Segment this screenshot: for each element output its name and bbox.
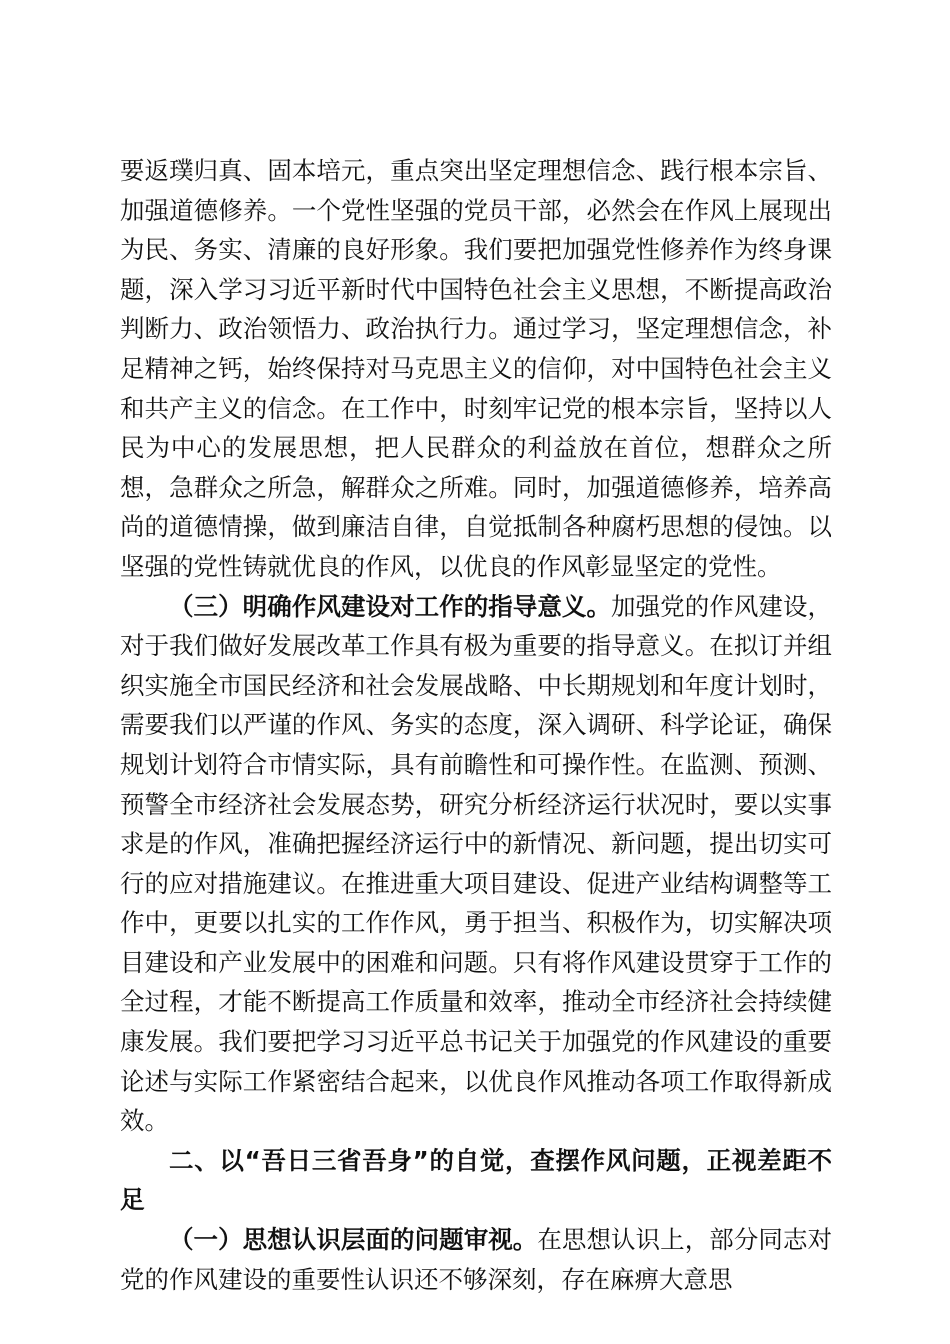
paragraph-text: 加强党的作风建设，对于我们做好发展改革工作具有极为重要的指导意义。在拟订并组织实施全市国民经济和社会发展战略、中长期规划和年度计划时，需要我们以严谨的作风、务实的态度，深入调研、科学论证，确保规划计划符合市情实际，具有前瞻性和可操作性。在监测、预测、预警全市经济社会发展态势，研究分析经济运行状况时，要以实事求是的作风，准确把握经济运行中的新情况、新问题，提出切实可行的应对措施建议。在推进重大项目建设、促进产业结构调整等工作中，更要以扎实的工作作风，勇于担当、积极作为，切实解决项目建设和产业发展中的困难和问题。只有将作风建设贯穿于工作的全过程，才能不断提高工作质量和效率，推动全市经济社会持续健康发展。我们要把学习习近平总书记关于加强党的作风建设的重要论述与实际工作紧密结合起来，以优良作风推动各项工作取得新成效。 <box>120 591 833 1136</box>
sub-heading-ideological-issues: （一）思想认识层面的问题审视。 <box>169 1225 538 1255</box>
paragraph-continued: 要返璞归真、固本培元，重点突出坚定理想信念、践行根本宗旨、加强道德修养。一个党性坚强的党员干部，必然会在作风上展现出为民、务实、清廉的良好形象。我们要把加强党性修养作为终身课题，深入学习习近平新时代中国特色社会主义思想，不断提高政治判断力、政治领悟力、政治执行力。通过学习，坚定理想信念，补足精神之钙，始终保持对马克思主义的信仰，对中国特色社会主义和共产主义的信念。在工作中，时刻牢记党的根本宗旨，坚持以人民为中心的发展思想，把人民群众的利益放在首位，想群众之所想，急群众之所急，解群众之所难。同时，加强道德修养，培养高尚的道德情操，做到廉洁自律，自觉抵制各种腐朽思想的侵蚀。以坚强的党性铸就优良的作风，以优良的作风彰显坚定的党性。 <box>120 156 832 581</box>
document-body <box>120 151 832 1299</box>
paragraph-work-guidance <box>120 587 832 1141</box>
paragraph-text: 在思想认识上，部分同志对党的作风建设的重要性认识还不够深刻，存在麻痹大意思 <box>120 1225 833 1294</box>
paragraph-ideological-issues <box>120 1220 832 1299</box>
section-heading-two: 二、以“吾日三省吾身”的自觉，查摆作风问题，正视差距不足 <box>120 1145 832 1215</box>
sub-heading-work-guidance: （三）明确作风建设对工作的指导意义。 <box>169 591 612 621</box>
